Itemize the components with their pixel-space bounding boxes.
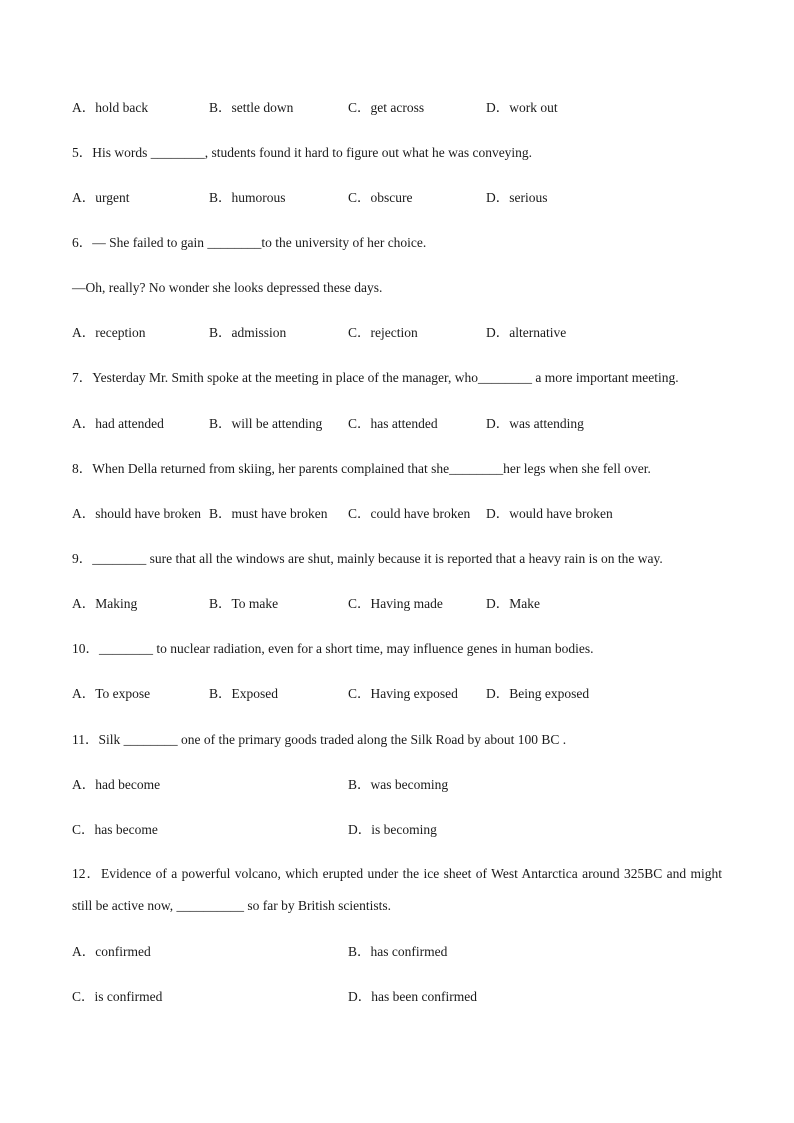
q5-stem: 5．His words ________, students found it hard to figure out what he was conveying. [72,145,533,160]
q12-option-c: C．is confirmed [72,989,163,1004]
q4-option-a: A．hold back [72,100,149,115]
q4-option-b: B．settle down [209,100,294,115]
q8-option-b: B．must have broken [209,506,328,521]
q9-stem: 9．________ sure that all the windows are shut, mainly because it is reported that a heavy rain is on the way. [72,551,663,566]
q12-stem: 12．Evidence of a powerful volcano, which erupted under the ice sheet of West Antarctica around 325BC and might still be active now, __________ so far by British scientists. [72,866,722,913]
q7-option-d: D．was attending [486,416,584,431]
q5-option-a: A．urgent [72,190,130,205]
q6-stem: 6．— She failed to gain ________to the university of her choice. [72,235,427,250]
q9-option-c: C．Having made [348,596,443,611]
q11-option-d: D．is becoming [348,822,437,837]
q9-option-d: D．Make [486,596,540,611]
q6-option-b: B．admission [209,325,287,340]
q6-option-d: D．alternative [486,325,567,340]
q11-option-a: A．had become [72,777,161,792]
q10-option-d: D．Being exposed [486,686,590,701]
q4-option-d: D．work out [486,100,558,115]
q11-option-b: B．was becoming [348,777,449,792]
q8-option-d: D．would have broken [486,506,613,521]
q7-option-a: A．had attended [72,416,164,431]
q10-option-a: A．To expose [72,686,151,701]
q10-option-c: C．Having exposed [348,686,458,701]
q5-option-c: C．obscure [348,190,413,205]
q6-option-a: A．reception [72,325,146,340]
q8-option-c: C．could have broken [348,506,471,521]
q5-option-b: B．humorous [209,190,286,205]
q12-option-d: D．has been confirmed [348,989,477,1004]
q7-option-b: B．will be attending [209,416,323,431]
q8-option-a: A．should have broken [72,506,201,521]
q9-option-a: A．Making [72,596,138,611]
q7-stem: 7．Yesterday Mr. Smith spoke at the meeting in place of the manager, who________ a more important meeting. [72,370,679,385]
q6-reply: —Oh, really? No wonder she looks depressed these days. [72,280,383,295]
q12-option-b: B．has confirmed [348,944,448,959]
q5-option-d: D．serious [486,190,548,205]
q4-option-c: C．get across [348,100,425,115]
q7-option-c: C．has attended [348,416,438,431]
q8-stem: 8．When Della returned from skiing, her parents complained that she________her legs when she fell over. [72,461,651,476]
q10-option-b: B．Exposed [209,686,278,701]
q11-option-c: C．has become [72,822,158,837]
q9-option-b: B．To make [209,596,279,611]
q12-option-a: A．confirmed [72,944,151,959]
q11-stem: 11．Silk ________ one of the primary goods traded along the Silk Road by about 100 BC . [72,732,567,747]
q6-option-c: C．rejection [348,325,418,340]
q10-stem: 10．________ to nuclear radiation, even for a short time, may influence genes in human bodies. [72,641,594,656]
